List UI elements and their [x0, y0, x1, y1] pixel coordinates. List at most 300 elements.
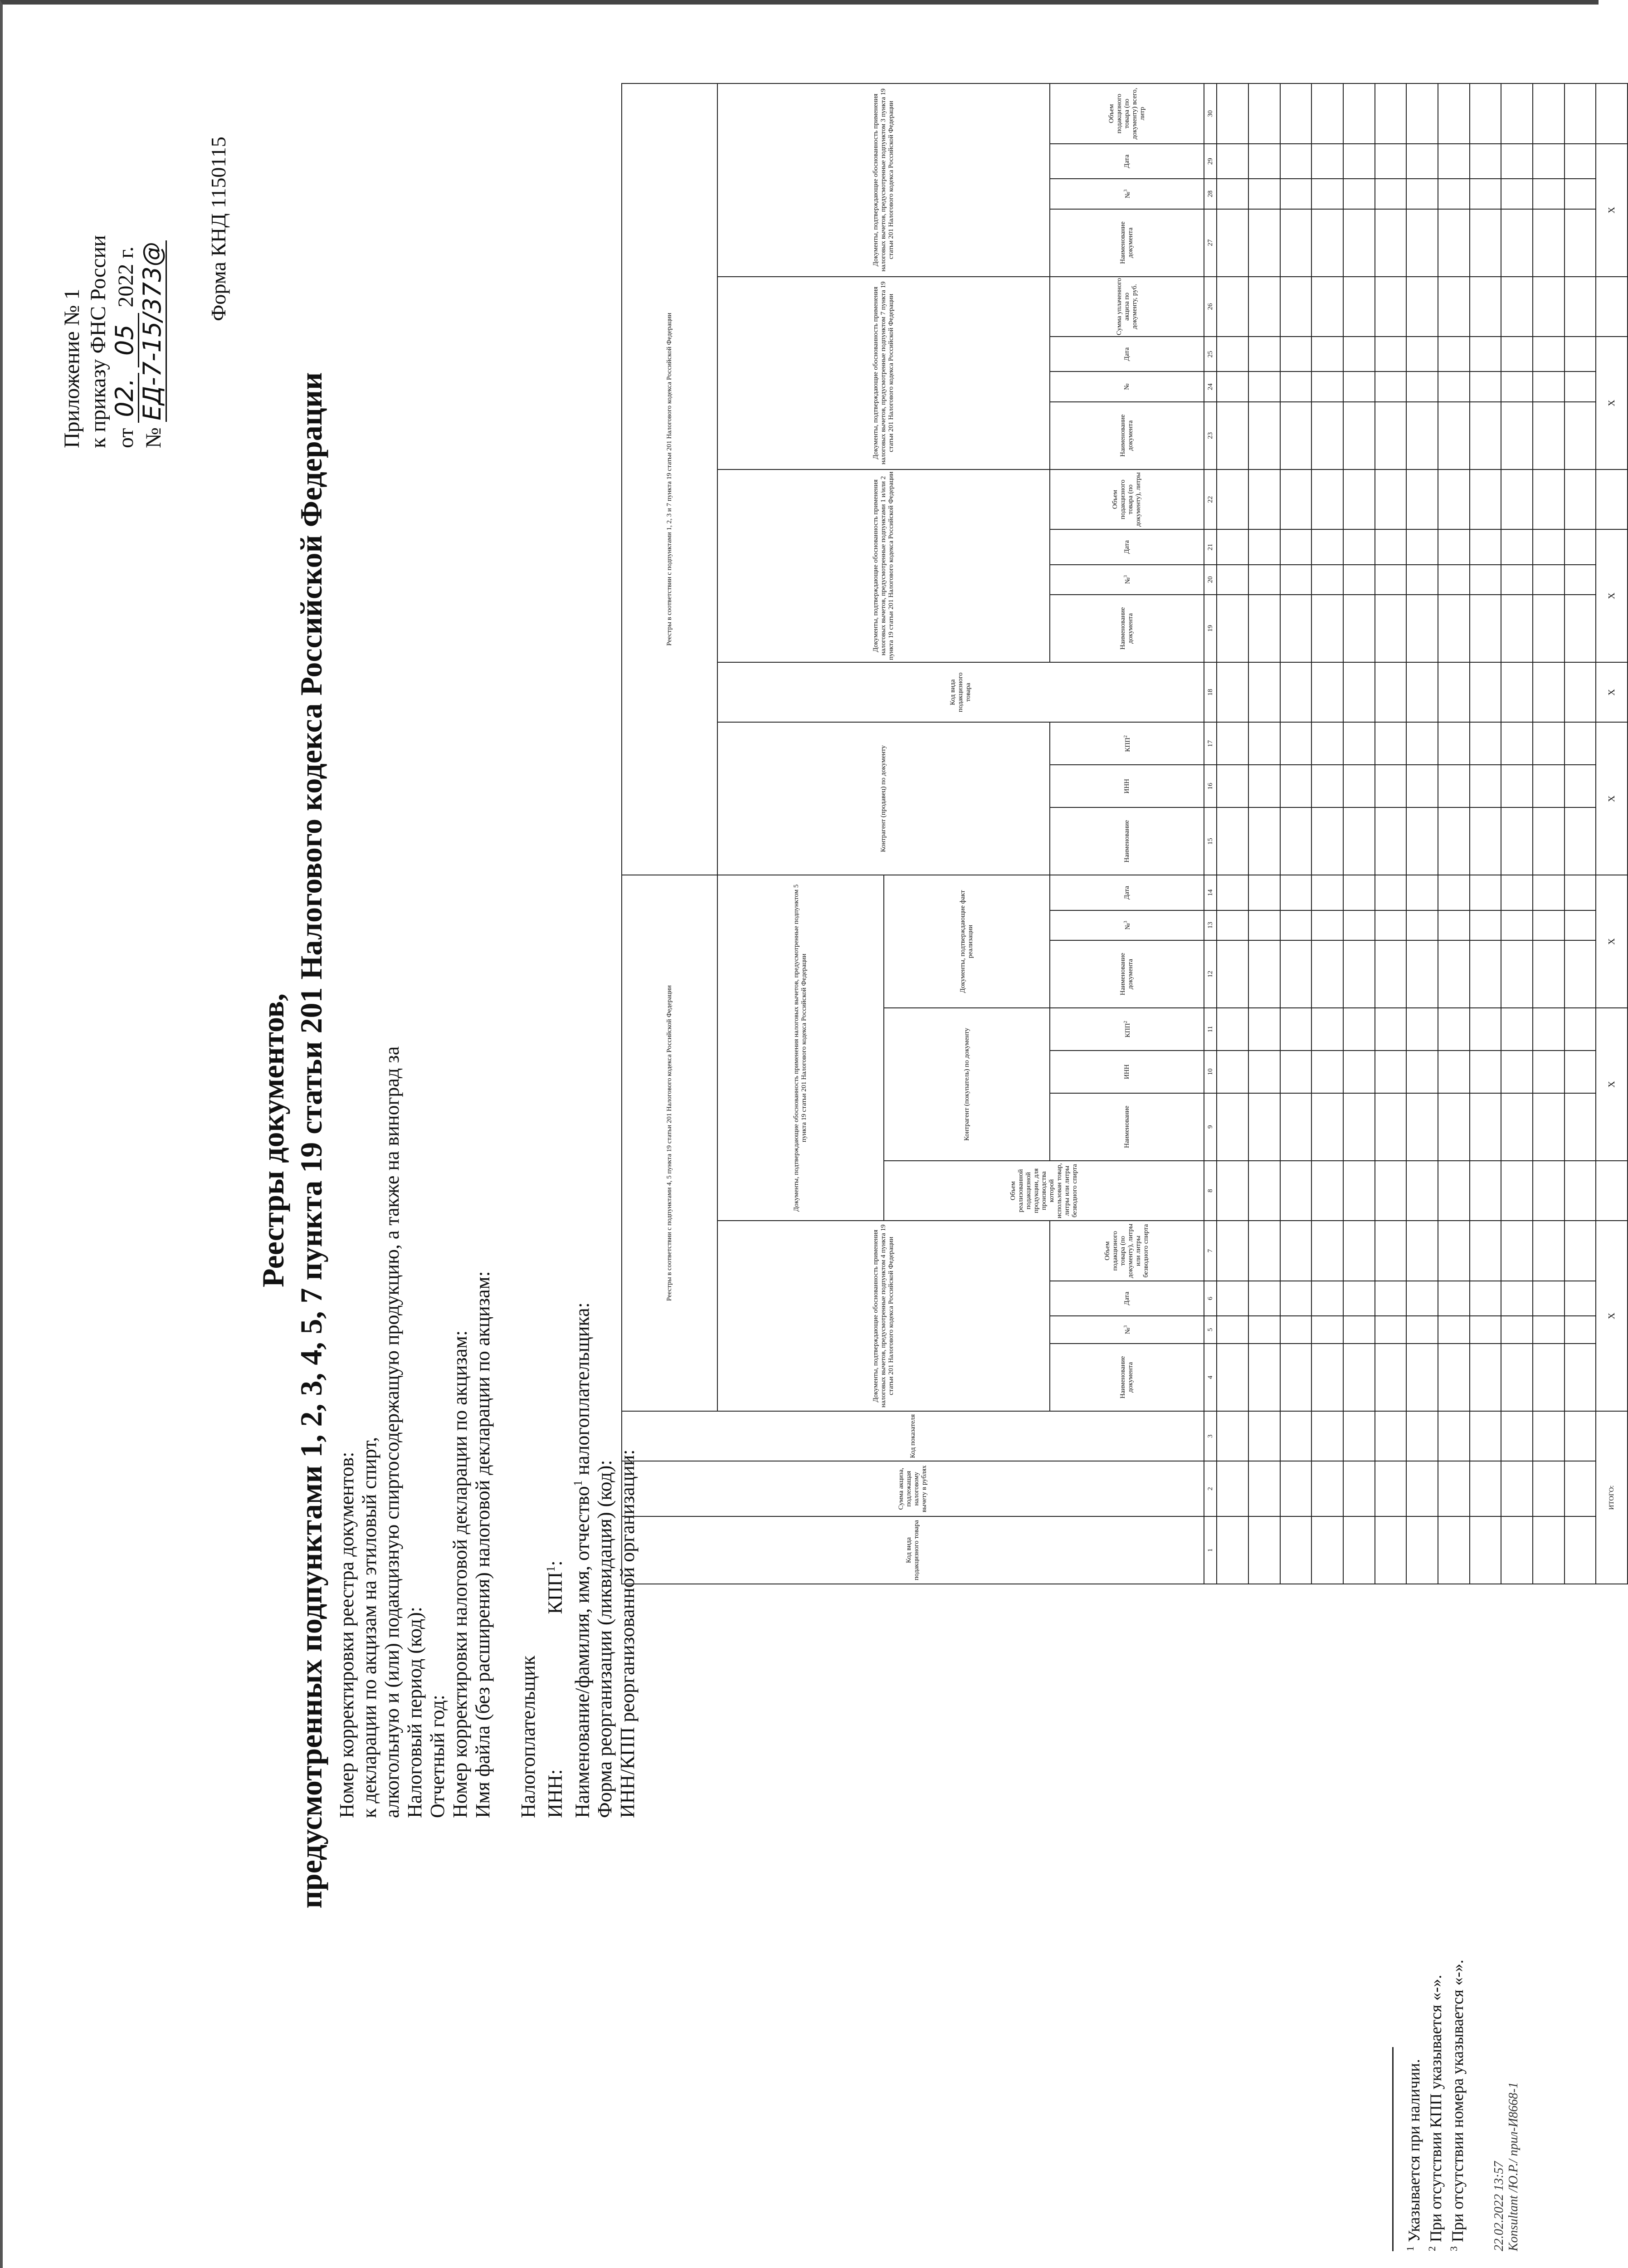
table-cell[interactable]	[1248, 807, 1280, 875]
table-cell[interactable]	[1248, 875, 1280, 910]
table-cell[interactable]	[1406, 469, 1438, 530]
table-cell[interactable]	[1565, 179, 1596, 209]
table-cell[interactable]	[1311, 1221, 1343, 1281]
table-cell[interactable]	[1406, 529, 1438, 564]
table-cell[interactable]	[1343, 337, 1375, 371]
table-cell[interactable]	[1438, 875, 1470, 910]
table-cell[interactable]	[1533, 1516, 1565, 1584]
table-cell[interactable]	[1248, 940, 1280, 1008]
table-cell[interactable]	[1217, 807, 1248, 875]
table-cell[interactable]	[1501, 1051, 1533, 1093]
table-cell[interactable]	[1533, 179, 1565, 209]
table-cell[interactable]	[1438, 1461, 1470, 1516]
table-cell[interactable]	[1438, 1008, 1470, 1051]
table-cell[interactable]	[1406, 1344, 1438, 1411]
table-cell[interactable]	[1217, 940, 1248, 1008]
table-cell[interactable]	[1311, 765, 1343, 807]
table-cell[interactable]	[1248, 1093, 1280, 1161]
table-cell[interactable]	[1501, 875, 1533, 910]
table-cell[interactable]	[1406, 1051, 1438, 1093]
table-cell[interactable]	[1565, 1516, 1596, 1584]
table-cell[interactable]	[1533, 765, 1565, 807]
table-cell[interactable]	[1280, 595, 1312, 662]
table-cell[interactable]	[1406, 1161, 1438, 1221]
table-cell[interactable]	[1343, 144, 1375, 179]
table-cell[interactable]	[1501, 910, 1533, 940]
table-cell[interactable]	[1375, 209, 1407, 277]
table-cell[interactable]	[1343, 1344, 1375, 1411]
table-cell[interactable]	[1533, 371, 1565, 401]
table-cell[interactable]	[1501, 83, 1533, 144]
table-cell[interactable]	[1470, 1008, 1501, 1051]
table-cell[interactable]	[1406, 371, 1438, 401]
table-cell[interactable]	[1533, 1161, 1565, 1221]
table-cell[interactable]	[1375, 1093, 1407, 1161]
table-cell[interactable]	[1533, 722, 1565, 765]
table-cell[interactable]	[1470, 402, 1501, 469]
table-cell[interactable]	[1343, 595, 1375, 662]
table-cell[interactable]	[1217, 765, 1248, 807]
table-cell[interactable]	[1217, 209, 1248, 277]
table-cell[interactable]	[1375, 1516, 1407, 1584]
table-cell[interactable]	[1533, 1316, 1565, 1344]
table-cell[interactable]	[1438, 209, 1470, 277]
table-cell[interactable]	[1311, 179, 1343, 209]
table-cell[interactable]	[1438, 83, 1470, 144]
table-cell[interactable]	[1343, 1411, 1375, 1461]
table-cell[interactable]	[1565, 722, 1596, 765]
table-cell[interactable]	[1248, 209, 1280, 277]
table-cell[interactable]	[1343, 402, 1375, 469]
table-cell[interactable]	[1470, 469, 1501, 530]
table-cell[interactable]	[1470, 144, 1501, 179]
table-cell[interactable]	[1470, 565, 1501, 595]
table-cell[interactable]	[1406, 402, 1438, 469]
table-cell[interactable]	[1248, 1008, 1280, 1051]
table-cell[interactable]	[1438, 1281, 1470, 1316]
table-cell[interactable]	[1533, 1461, 1565, 1516]
table-cell[interactable]	[1343, 179, 1375, 209]
table-cell[interactable]	[1280, 1093, 1312, 1161]
table-cell[interactable]	[1248, 595, 1280, 662]
table-cell[interactable]	[1438, 1161, 1470, 1221]
table-cell[interactable]	[1343, 1281, 1375, 1316]
table-cell[interactable]	[1248, 1461, 1280, 1516]
table-cell[interactable]	[1375, 529, 1407, 564]
table-cell[interactable]	[1248, 662, 1280, 723]
table-cell[interactable]	[1470, 807, 1501, 875]
table-cell[interactable]	[1311, 662, 1343, 723]
table-cell[interactable]	[1565, 209, 1596, 277]
table-cell[interactable]	[1311, 337, 1343, 371]
table-cell[interactable]	[1248, 277, 1280, 337]
table-cell[interactable]	[1343, 1093, 1375, 1161]
table-cell[interactable]	[1217, 1008, 1248, 1051]
table-cell[interactable]	[1406, 940, 1438, 1008]
table-cell[interactable]	[1406, 565, 1438, 595]
table-cell[interactable]	[1280, 940, 1312, 1008]
table-cell[interactable]	[1248, 565, 1280, 595]
table-cell[interactable]	[1217, 469, 1248, 530]
table-cell[interactable]	[1248, 1411, 1280, 1461]
table-cell[interactable]	[1501, 1461, 1533, 1516]
table-cell[interactable]	[1280, 1281, 1312, 1316]
table-cell[interactable]	[1533, 209, 1565, 277]
table-cell[interactable]	[1406, 765, 1438, 807]
table-cell[interactable]	[1406, 807, 1438, 875]
table-cell[interactable]	[1565, 940, 1596, 1008]
table-cell[interactable]	[1217, 662, 1248, 723]
table-cell[interactable]	[1438, 722, 1470, 765]
table-cell[interactable]	[1501, 1516, 1533, 1584]
table-cell[interactable]	[1406, 1008, 1438, 1051]
table-cell[interactable]	[1280, 337, 1312, 371]
table-cell[interactable]	[1248, 765, 1280, 807]
table-cell[interactable]	[1565, 83, 1596, 144]
table-cell[interactable]	[1280, 144, 1312, 179]
table-cell[interactable]	[1533, 144, 1565, 179]
table-cell[interactable]	[1470, 910, 1501, 940]
table-cell[interactable]	[1565, 765, 1596, 807]
table-cell[interactable]	[1248, 144, 1280, 179]
table-cell[interactable]	[1217, 565, 1248, 595]
table-cell[interactable]	[1533, 910, 1565, 940]
table-cell[interactable]	[1311, 1281, 1343, 1316]
table-cell[interactable]	[1565, 371, 1596, 401]
table-cell[interactable]	[1375, 1221, 1407, 1281]
table-cell[interactable]	[1311, 910, 1343, 940]
table-cell[interactable]	[1217, 337, 1248, 371]
table-cell[interactable]	[1311, 469, 1343, 530]
table-cell[interactable]	[1501, 807, 1533, 875]
table-cell[interactable]	[1248, 1516, 1280, 1584]
table-cell[interactable]	[1438, 565, 1470, 595]
table-cell[interactable]	[1565, 565, 1596, 595]
table-cell[interactable]	[1406, 875, 1438, 910]
table-cell[interactable]	[1311, 875, 1343, 910]
table-cell[interactable]	[1375, 402, 1407, 469]
table-cell[interactable]	[1311, 565, 1343, 595]
table-cell[interactable]	[1343, 83, 1375, 144]
table-cell[interactable]	[1311, 402, 1343, 469]
table-cell[interactable]	[1406, 1221, 1438, 1281]
table-cell[interactable]	[1438, 1411, 1470, 1461]
table-cell[interactable]	[1565, 529, 1596, 564]
table-cell[interactable]	[1565, 1461, 1596, 1516]
table-cell[interactable]	[1280, 402, 1312, 469]
table-cell[interactable]	[1343, 662, 1375, 723]
table-cell[interactable]	[1280, 1316, 1312, 1344]
table-cell[interactable]	[1501, 277, 1533, 337]
table-cell[interactable]	[1375, 1051, 1407, 1093]
table-cell[interactable]	[1533, 83, 1565, 144]
table-cell[interactable]	[1565, 875, 1596, 910]
table-cell[interactable]	[1217, 1281, 1248, 1316]
table-cell[interactable]	[1311, 1461, 1343, 1516]
table-cell[interactable]	[1533, 565, 1565, 595]
table-cell[interactable]	[1311, 1161, 1343, 1221]
table-cell[interactable]	[1217, 402, 1248, 469]
table-cell[interactable]	[1217, 529, 1248, 564]
table-cell[interactable]	[1375, 179, 1407, 209]
table-cell[interactable]	[1438, 1316, 1470, 1344]
table-cell[interactable]	[1311, 595, 1343, 662]
table-cell[interactable]	[1470, 595, 1501, 662]
table-cell[interactable]	[1311, 722, 1343, 765]
table-cell[interactable]	[1248, 1281, 1280, 1316]
table-cell[interactable]	[1406, 1316, 1438, 1344]
table-cell[interactable]	[1343, 722, 1375, 765]
table-cell[interactable]	[1311, 1411, 1343, 1461]
table-cell[interactable]	[1311, 1516, 1343, 1584]
table-cell[interactable]	[1280, 565, 1312, 595]
table-cell[interactable]	[1565, 1161, 1596, 1221]
table-cell[interactable]	[1280, 277, 1312, 337]
table-cell[interactable]	[1501, 1316, 1533, 1344]
table-cell[interactable]	[1375, 662, 1407, 723]
table-cell[interactable]	[1470, 1093, 1501, 1161]
table-cell[interactable]	[1248, 910, 1280, 940]
table-cell[interactable]	[1248, 1161, 1280, 1221]
table-cell[interactable]	[1533, 337, 1565, 371]
table-cell[interactable]	[1343, 1051, 1375, 1093]
table-cell[interactable]	[1217, 1161, 1248, 1221]
table-cell[interactable]	[1406, 910, 1438, 940]
table-cell[interactable]	[1217, 1461, 1248, 1516]
table-cell[interactable]	[1470, 1281, 1501, 1316]
table-cell[interactable]	[1280, 875, 1312, 910]
table-cell[interactable]	[1311, 1093, 1343, 1161]
table-cell[interactable]	[1311, 807, 1343, 875]
table-cell[interactable]	[1533, 402, 1565, 469]
table-cell[interactable]	[1501, 402, 1533, 469]
table-cell[interactable]	[1438, 469, 1470, 530]
table-cell[interactable]	[1406, 595, 1438, 662]
table-cell[interactable]	[1311, 371, 1343, 401]
table-cell[interactable]	[1406, 179, 1438, 209]
table-cell[interactable]	[1533, 1093, 1565, 1161]
table-cell[interactable]	[1438, 144, 1470, 179]
table-cell[interactable]	[1470, 1316, 1501, 1344]
table-cell[interactable]	[1248, 1344, 1280, 1411]
table-cell[interactable]	[1217, 1344, 1248, 1411]
table-cell[interactable]	[1565, 807, 1596, 875]
table-cell[interactable]	[1501, 529, 1533, 564]
table-cell[interactable]	[1501, 1344, 1533, 1411]
table-cell[interactable]	[1248, 83, 1280, 144]
table-cell[interactable]	[1248, 371, 1280, 401]
table-cell[interactable]	[1501, 1161, 1533, 1221]
table-cell[interactable]	[1311, 1344, 1343, 1411]
table-cell[interactable]	[1565, 1281, 1596, 1316]
table-cell[interactable]	[1375, 807, 1407, 875]
table-cell[interactable]	[1375, 765, 1407, 807]
table-cell[interactable]	[1217, 144, 1248, 179]
table-cell[interactable]	[1375, 910, 1407, 940]
table-cell[interactable]	[1343, 1008, 1375, 1051]
table-cell[interactable]	[1565, 469, 1596, 530]
table-cell[interactable]	[1438, 402, 1470, 469]
table-cell[interactable]	[1375, 1161, 1407, 1221]
table-cell[interactable]	[1470, 529, 1501, 564]
table-cell[interactable]	[1217, 277, 1248, 337]
table-cell[interactable]	[1501, 469, 1533, 530]
table-cell[interactable]	[1280, 1516, 1312, 1584]
table-cell[interactable]	[1565, 1411, 1596, 1461]
table-cell[interactable]	[1217, 1316, 1248, 1344]
table-cell[interactable]	[1406, 1516, 1438, 1584]
table-cell[interactable]	[1280, 209, 1312, 277]
table-cell[interactable]	[1501, 940, 1533, 1008]
table-cell[interactable]	[1311, 1051, 1343, 1093]
table-cell[interactable]	[1501, 1281, 1533, 1316]
table-cell[interactable]	[1470, 209, 1501, 277]
table-cell[interactable]	[1280, 1008, 1312, 1051]
table-cell[interactable]	[1217, 722, 1248, 765]
table-cell[interactable]	[1406, 337, 1438, 371]
table-cell[interactable]	[1375, 337, 1407, 371]
table-cell[interactable]	[1438, 277, 1470, 337]
table-cell[interactable]	[1438, 765, 1470, 807]
table-cell[interactable]	[1501, 1093, 1533, 1161]
table-cell[interactable]	[1248, 1316, 1280, 1344]
table-cell[interactable]	[1470, 1161, 1501, 1221]
table-cell[interactable]	[1501, 144, 1533, 179]
table-cell[interactable]	[1438, 529, 1470, 564]
table-cell[interactable]	[1280, 1161, 1312, 1221]
table-cell[interactable]	[1565, 595, 1596, 662]
table-cell[interactable]	[1311, 144, 1343, 179]
table-cell[interactable]	[1565, 402, 1596, 469]
table-cell[interactable]	[1406, 83, 1438, 144]
table-cell[interactable]	[1533, 1221, 1565, 1281]
table-cell[interactable]	[1501, 722, 1533, 765]
table-cell[interactable]	[1280, 83, 1312, 144]
table-cell[interactable]	[1501, 765, 1533, 807]
table-cell[interactable]	[1375, 371, 1407, 401]
table-cell[interactable]	[1375, 1344, 1407, 1411]
table-cell[interactable]	[1217, 910, 1248, 940]
table-cell[interactable]	[1406, 1411, 1438, 1461]
table-cell[interactable]	[1470, 1516, 1501, 1584]
table-cell[interactable]	[1311, 1008, 1343, 1051]
table-cell[interactable]	[1533, 469, 1565, 530]
table-cell[interactable]	[1280, 1461, 1312, 1516]
table-cell[interactable]	[1533, 1281, 1565, 1316]
table-cell[interactable]	[1343, 765, 1375, 807]
table-cell[interactable]	[1280, 910, 1312, 940]
table-cell[interactable]	[1311, 940, 1343, 1008]
table-cell[interactable]	[1343, 1461, 1375, 1516]
table-cell[interactable]	[1406, 209, 1438, 277]
table-cell[interactable]	[1470, 1221, 1501, 1281]
table-cell[interactable]	[1280, 179, 1312, 209]
table-cell[interactable]	[1311, 83, 1343, 144]
table-cell[interactable]	[1280, 765, 1312, 807]
table-cell[interactable]	[1343, 1516, 1375, 1584]
table-cell[interactable]	[1217, 875, 1248, 910]
table-cell[interactable]	[1343, 565, 1375, 595]
table-cell[interactable]	[1406, 722, 1438, 765]
table-cell[interactable]	[1343, 1316, 1375, 1344]
table-cell[interactable]	[1375, 565, 1407, 595]
table-cell[interactable]	[1280, 807, 1312, 875]
table-cell[interactable]	[1470, 277, 1501, 337]
table-cell[interactable]	[1375, 875, 1407, 910]
table-cell[interactable]	[1343, 1221, 1375, 1281]
table-cell[interactable]	[1406, 144, 1438, 179]
table-cell[interactable]	[1565, 337, 1596, 371]
table-cell[interactable]	[1470, 1344, 1501, 1411]
table-cell[interactable]	[1470, 940, 1501, 1008]
table-cell[interactable]	[1375, 722, 1407, 765]
table-cell[interactable]	[1217, 1051, 1248, 1093]
table-cell[interactable]	[1406, 1093, 1438, 1161]
table-cell[interactable]	[1343, 940, 1375, 1008]
table-cell[interactable]	[1375, 1008, 1407, 1051]
table-cell[interactable]	[1343, 209, 1375, 277]
table-cell[interactable]	[1217, 595, 1248, 662]
table-cell[interactable]	[1470, 83, 1501, 144]
table-cell[interactable]	[1533, 662, 1565, 723]
table-cell[interactable]	[1248, 337, 1280, 371]
table-cell[interactable]	[1375, 940, 1407, 1008]
table-cell[interactable]	[1533, 1051, 1565, 1093]
table-cell[interactable]	[1343, 910, 1375, 940]
table-cell[interactable]	[1470, 1051, 1501, 1093]
table-cell[interactable]	[1565, 662, 1596, 723]
table-cell[interactable]	[1501, 1411, 1533, 1461]
table-cell[interactable]	[1217, 371, 1248, 401]
table-cell[interactable]	[1438, 807, 1470, 875]
table-cell[interactable]	[1375, 1411, 1407, 1461]
table-cell[interactable]	[1217, 1093, 1248, 1161]
table-cell[interactable]	[1565, 1221, 1596, 1281]
table-cell[interactable]	[1280, 469, 1312, 530]
table-cell[interactable]	[1501, 209, 1533, 277]
table-cell[interactable]	[1311, 529, 1343, 564]
table-cell[interactable]	[1565, 1093, 1596, 1161]
table-cell[interactable]	[1280, 1411, 1312, 1461]
table-cell[interactable]	[1533, 1344, 1565, 1411]
table-cell[interactable]	[1311, 1316, 1343, 1344]
table-cell[interactable]	[1248, 402, 1280, 469]
table-cell[interactable]	[1217, 1516, 1248, 1584]
table-cell[interactable]	[1470, 662, 1501, 723]
table-cell[interactable]	[1248, 469, 1280, 530]
table-cell[interactable]	[1375, 83, 1407, 144]
table-cell[interactable]	[1438, 1221, 1470, 1281]
table-cell[interactable]	[1470, 875, 1501, 910]
table-cell[interactable]	[1343, 371, 1375, 401]
table-cell[interactable]	[1533, 875, 1565, 910]
table-cell[interactable]	[1311, 209, 1343, 277]
table-cell[interactable]	[1533, 277, 1565, 337]
table-cell[interactable]	[1217, 179, 1248, 209]
table-cell[interactable]	[1565, 1008, 1596, 1051]
table-cell[interactable]	[1406, 1281, 1438, 1316]
table-cell[interactable]	[1501, 595, 1533, 662]
table-cell[interactable]	[1565, 1344, 1596, 1411]
table-cell[interactable]	[1248, 529, 1280, 564]
table-cell[interactable]	[1501, 1221, 1533, 1281]
table-cell[interactable]	[1280, 1051, 1312, 1093]
table-cell[interactable]	[1501, 371, 1533, 401]
table-cell[interactable]	[1565, 1316, 1596, 1344]
table-cell[interactable]	[1343, 469, 1375, 530]
table-cell[interactable]	[1470, 371, 1501, 401]
table-cell[interactable]	[1470, 1461, 1501, 1516]
